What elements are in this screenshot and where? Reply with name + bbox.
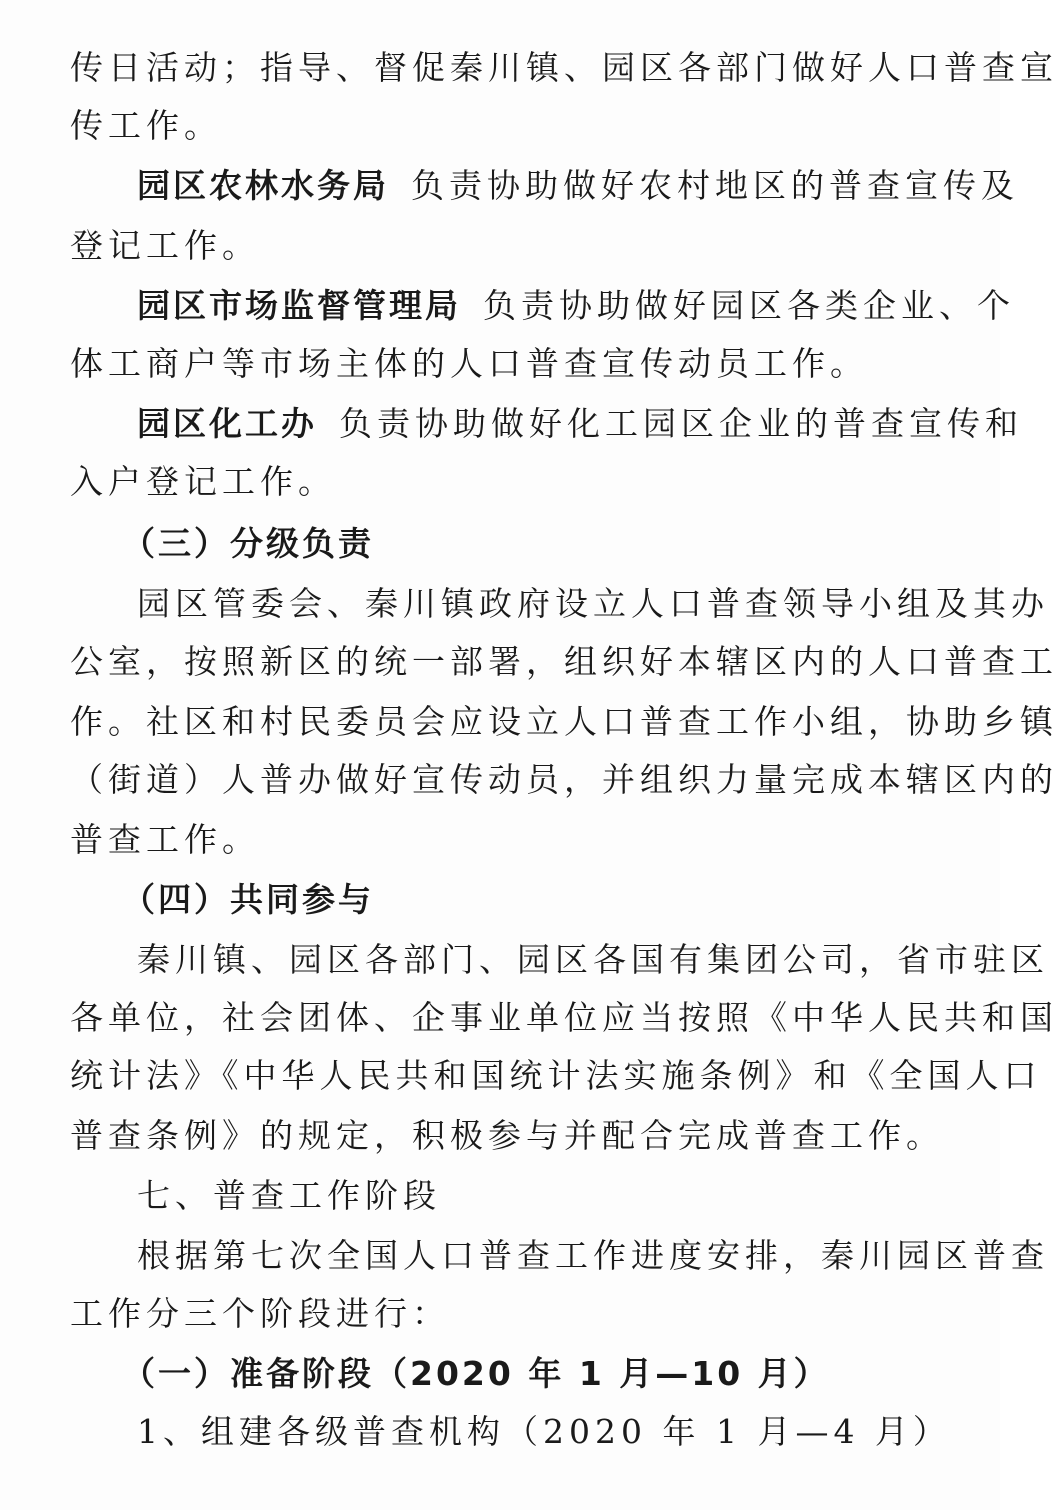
item-label: 园区市场监督管理局 — [137, 286, 461, 325]
text-line: 秦川镇、园区各部门、园区各国有集团公司，省市驻区 — [137, 940, 1049, 979]
item-line-chemical — [137, 404, 1023, 444]
item-text: 负责协助做好农村地区的普查宣传及 — [411, 166, 1019, 205]
text-line: 普查条例》的规定，积极参与并配合完成普查工作。 — [70, 1116, 944, 1155]
item-text: 负责协助做好园区各类企业、个 — [483, 286, 1015, 325]
text-line: 公室，按照新区的统一部署，组织好本辖区内的人口普查工 — [70, 642, 1058, 681]
text-line: 根据第七次全国人口普查工作进度安排，秦川园区普查 — [137, 1236, 1049, 1275]
text-line: 各单位，社会团体、企事业单位应当按照《中华人民共和国 — [70, 998, 1058, 1037]
item-text: 负责协助做好化工园区企业的普查宣传和 — [339, 404, 1023, 443]
section-heading: （一）准备阶段（2020 年 1 月—10 月） — [122, 1354, 830, 1393]
item-line-agriculture — [137, 166, 1019, 206]
text-line: 工作分三个阶段进行： — [70, 1294, 450, 1333]
section-heading: （三）分级负责 — [122, 524, 374, 563]
text-line: 登记工作。 — [70, 226, 260, 265]
text-line: 作。社区和村民委员会应设立人口普查工作小组，协助乡镇 — [70, 702, 1058, 741]
item-label: 园区化工办 — [137, 404, 317, 443]
text-line: 统计法》《中华人民共和国统计法实施条例》和《全国人口 — [70, 1056, 1042, 1095]
text-line: 普查工作。 — [70, 820, 260, 859]
text-line: 传工作。 — [70, 106, 222, 145]
text-line: （街道）人普办做好宣传动员，并组织力量完成本辖区内的 — [70, 760, 1058, 799]
text-line: 入户登记工作。 — [70, 462, 336, 501]
section-heading: （四）共同参与 — [122, 880, 374, 919]
text-line: 园区管委会、秦川镇政府设立人口普查领导小组及其办 — [137, 584, 1049, 623]
text-line: 1、组建各级普查机构（2020 年 1 月—4 月） — [137, 1412, 951, 1451]
chapter-heading: 七、普查工作阶段 — [137, 1176, 441, 1215]
item-line-market — [137, 286, 1015, 326]
text-line: 体工商户等市场主体的人口普查宣传动员工作。 — [70, 344, 868, 383]
text-line: 传日活动；指导、督促秦川镇、园区各部门做好人口普查宣 — [70, 48, 1058, 87]
item-label: 园区农林水务局 — [137, 166, 389, 205]
